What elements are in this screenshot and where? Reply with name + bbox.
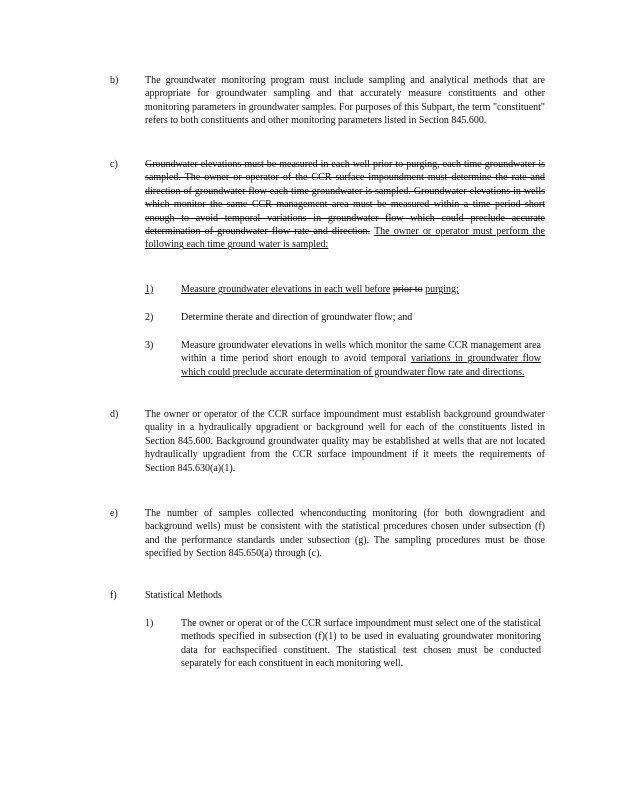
section-c-item-3-text xyxy=(181,339,541,379)
section-c-item-3-label: 3) xyxy=(145,340,154,351)
section-c-item-2-label: 2) xyxy=(145,312,154,323)
section-d-text: The owner or operator of the CCR surface impoundment must establish background groundwater quality in a hydraulically upgradient or background well for each of the constituents listed in Section 845.600. Background groundwater quality may be established at wells that are not located hydraulically upgradient from the CCR surface impoundment if it meets the requirements of Section 845.630(a)(1). xyxy=(145,409,545,474)
section-d-label: d) xyxy=(110,409,119,420)
section-c-item-1-text xyxy=(181,283,541,296)
section-e-text: The number of samples collected whenconducting monitoring (for both downgradient and background wells) must be consistent with the statistical procedures chosen under subsection (f) and the performance standards under subsection (g). The sampling procedures must be those specified by Section 845.650(a) through (c). xyxy=(145,508,545,560)
section-c-item-3-plain: Measure groundwater elevations in wells which monitor the same CCR management area within a time period short enough to avoid temporal xyxy=(181,340,541,365)
section-c-paragraph xyxy=(145,158,545,252)
section-c-item-1-inserted-a: Measure groundwater elevations in each well before xyxy=(181,284,391,295)
section-b-label: b) xyxy=(110,75,119,86)
section-f-label: f) xyxy=(110,590,117,601)
section-f-item-1-text: The owner or operat or of the CCR surface impoundment must select one of the statistical methods specified in subsection (f)(1) to be used in evaluating groundwater monitoring data for eachspecified constituent. The statistical test chosen must be conducted separately for each constituent in each monitoring well. xyxy=(181,618,541,670)
section-c-item-1-label: 1) xyxy=(145,284,154,295)
section-f-item-1-label: 1) xyxy=(145,618,154,629)
section-b-text: The groundwater monitoring program must include sampling and analytical methods that are appropriate for groundwater sampling and that accurately measure constituents and other monitoring parameters in groundwater samples. For purposes of this Subpart, the term "constituent" refers to both constituents and other monitoring parameters listed in Section 845.600. xyxy=(145,75,545,127)
section-c-item-1-deleted: prior to xyxy=(392,284,423,295)
section-c-item-2-text: Determine therate and direction of groundwater flow; and xyxy=(181,312,413,323)
section-c-deleted-text: Groundwater elevations must be measured in each well prior to purging, each time groundwater is sampled. The owner or operator of the CCR surface impoundment must determine the rate and direction of groundwater flow each time groundwater is sampled. Groundwater elevations in wells which monitor the same CCR management area must be measured within a time period short enough to avoid temporal variations in groundwater flow which could preclude accurate determination of groundwater flow rate and direction. xyxy=(145,159,545,238)
section-c-label: c) xyxy=(110,159,118,170)
section-e-label: e) xyxy=(110,508,118,519)
section-f-title: Statistical Methods xyxy=(145,590,222,601)
section-c-item-3-inserted: variations in groundwater flow which could preclude accurate determination of groundwater flow rate and directions. xyxy=(181,353,541,378)
section-c-inserted-text: The owner or operator must perform the following each time ground water is sampled: xyxy=(145,226,545,251)
section-c-item-1-inserted-b: purging; xyxy=(425,284,459,295)
